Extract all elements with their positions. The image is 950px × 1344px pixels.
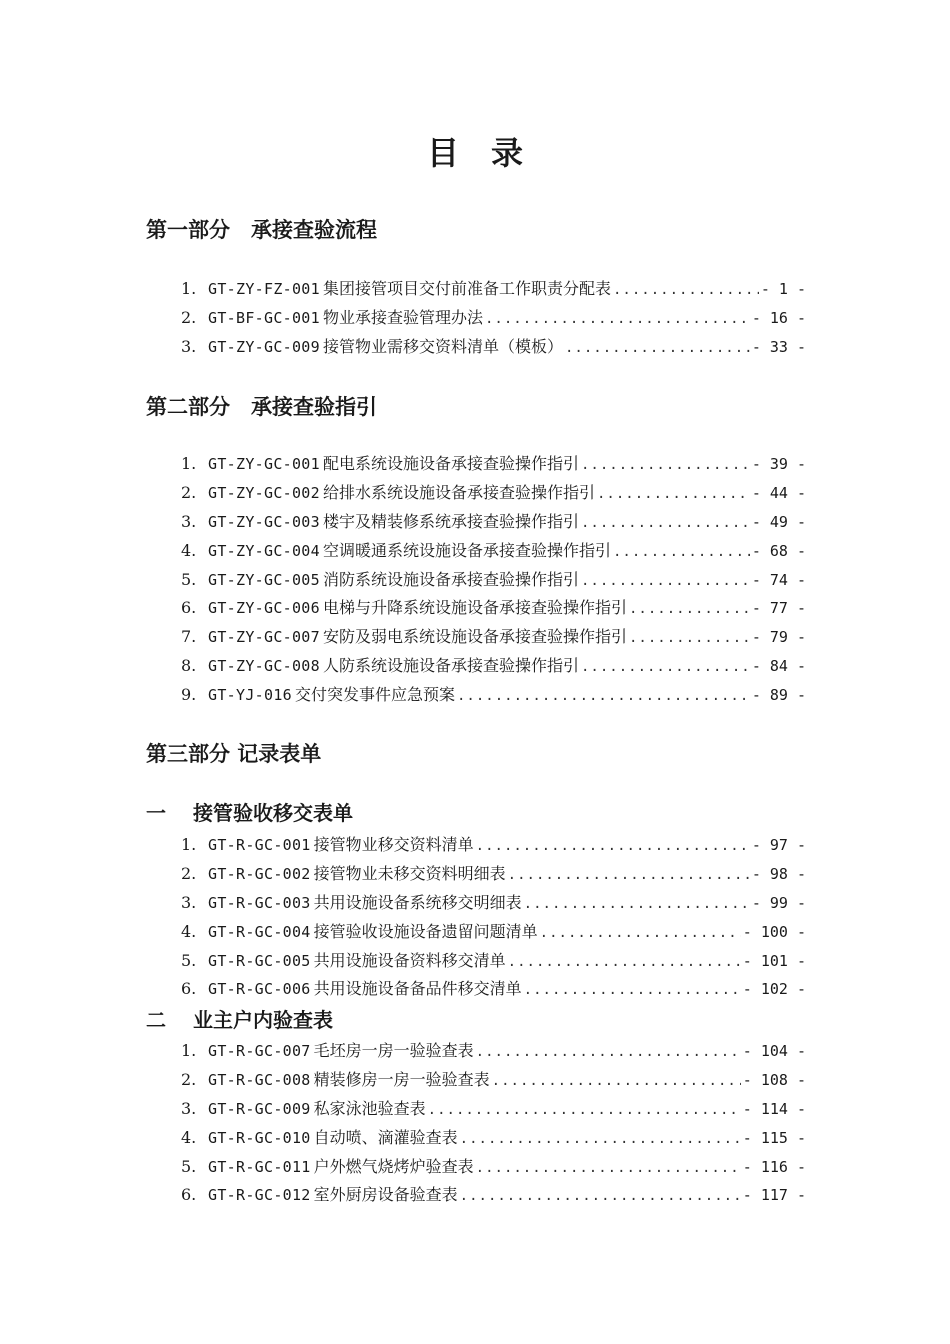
toc-entry	[0, 537, 950, 566]
toc-entry	[0, 831, 950, 860]
toc-entry-code: GT-R-GC-004	[208, 922, 311, 941]
toc-entry-number: 2.	[181, 482, 197, 502]
toc-entry-title: 共用设施设备备品件移交清单	[313, 979, 522, 999]
toc-entry-page: - 39 -	[751, 455, 806, 473]
toc-entry-number: 5.	[181, 950, 197, 970]
toc-entry	[0, 594, 950, 623]
toc-entry	[0, 333, 950, 362]
toc-entry-number: 1.	[181, 279, 197, 298]
toc-dot-leader	[492, 1067, 741, 1096]
toc-dot-leader	[581, 567, 750, 596]
toc-entry-number: 1.	[181, 1041, 197, 1060]
toc-dot-leader	[629, 624, 750, 653]
toc-dot-leader	[540, 919, 741, 948]
toc-entry-title: 安防及弱电系统设施设备承接查验操作指引	[322, 627, 627, 647]
toc-entry-number: 3.	[181, 511, 197, 531]
toc-entry-number: 4.	[181, 1127, 197, 1147]
toc-entry-code: GT-R-GC-008	[208, 1070, 311, 1089]
toc-entry-title: 消防系统设施设备承接查验操作指引	[322, 569, 579, 589]
toc-entry-number: 2.	[181, 1069, 197, 1089]
toc-dot-leader	[524, 890, 750, 919]
toc-dot-leader	[485, 305, 750, 334]
toc-entry-number: 6.	[181, 979, 197, 999]
toc-list-part1	[0, 275, 950, 362]
toc-entry-code: GT-R-GC-001	[208, 836, 311, 854]
toc-list-section2	[0, 1037, 950, 1210]
toc-entry-page: - 115 -	[742, 1128, 806, 1147]
section-heading-1: 一 接管验收移交表单	[146, 801, 353, 825]
toc-entry	[0, 566, 950, 595]
toc-dot-leader	[476, 1038, 741, 1067]
toc-entry-page: - 116 -	[742, 1157, 806, 1176]
toc-entry-code: GT-ZY-GC-007	[208, 628, 320, 647]
toc-entry	[0, 275, 950, 304]
toc-entry	[0, 889, 950, 918]
toc-entry-page: - 97 -	[751, 836, 806, 854]
toc-entry-page: - 114 -	[742, 1099, 806, 1118]
toc-entry	[0, 1066, 950, 1095]
toc-entry-number: 5.	[181, 569, 197, 589]
toc-entry-title: 集团接管项目交付前准备工作职责分配表	[322, 279, 611, 298]
toc-entry-page: - 44 -	[751, 483, 806, 502]
toc-entry-number: 5.	[181, 1156, 197, 1176]
toc-entry-code: GT-ZY-FZ-001	[208, 280, 320, 298]
toc-entry	[0, 860, 950, 889]
toc-entry-number: 6.	[181, 1185, 197, 1205]
toc-entry	[0, 623, 950, 652]
toc-entry	[0, 1037, 950, 1066]
toc-dot-leader	[524, 976, 741, 1005]
toc-entry-code: GT-R-GC-011	[208, 1157, 311, 1176]
toc-entry-title: 接管物业未移交资料明细表	[313, 863, 506, 883]
toc-entry-title: 接管验收设施设备遗留问题清单	[313, 921, 538, 941]
toc-entry-title: 楼宇及精装修系统承接查验操作指引	[322, 511, 579, 531]
toc-entry-page: - 1 -	[760, 280, 806, 298]
toc-entry-number: 8.	[181, 656, 197, 676]
toc-entry-code: GT-R-GC-007	[208, 1042, 311, 1060]
toc-entry-number: 4.	[181, 921, 197, 941]
toc-entry-code: GT-R-GC-012	[208, 1186, 311, 1205]
toc-entry	[0, 1124, 950, 1153]
toc-entry-number: 2.	[181, 307, 197, 327]
page-title: 目 录	[426, 134, 523, 172]
toc-entry-page: - 102 -	[742, 980, 806, 999]
toc-entry-code: GT-ZY-GC-003	[208, 512, 320, 531]
toc-entry-title: 空调暖通系统设施设备承接查验操作指引	[322, 540, 611, 560]
toc-dot-leader	[457, 682, 750, 711]
toc-dot-leader	[428, 1096, 741, 1125]
toc-entry-code: GT-BF-GC-001	[208, 308, 320, 327]
toc-dot-leader	[581, 451, 750, 480]
toc-entry-page: - 89 -	[751, 686, 806, 705]
toc-entry	[0, 681, 950, 710]
toc-entry-code: GT-YJ-016	[208, 686, 292, 705]
toc-dot-leader	[476, 832, 750, 861]
toc-entry-code: GT-ZY-GC-008	[208, 657, 320, 676]
toc-entry-code: GT-R-GC-002	[208, 864, 311, 883]
toc-dot-leader	[460, 1125, 741, 1154]
part-heading-1: 第一部分 承接查验流程	[146, 218, 377, 242]
toc-entry	[0, 918, 950, 947]
section-heading-2: 二 业主户内验查表	[146, 1008, 333, 1032]
toc-entry-code: GT-R-GC-005	[208, 951, 311, 970]
toc-entry-page: - 16 -	[751, 308, 806, 327]
toc-entry	[0, 450, 950, 479]
toc-list-section1	[0, 831, 950, 1004]
toc-dot-leader	[476, 1154, 741, 1183]
toc-entry-number: 3.	[181, 1098, 197, 1118]
toc-dot-leader	[613, 538, 750, 567]
toc-entry-number: 7.	[181, 627, 197, 647]
toc-list-part2	[0, 450, 950, 710]
toc-entry-page: - 33 -	[751, 337, 806, 356]
part-heading-3: 第三部分 记录表单	[146, 742, 322, 766]
toc-dot-leader	[613, 276, 759, 305]
toc-entry-number: 3.	[181, 892, 197, 912]
toc-entry-title: 室外厨房设备验查表	[313, 1185, 458, 1205]
toc-entry-title: 电梯与升降系统设施设备承接查验操作指引	[322, 598, 627, 618]
toc-dot-leader	[581, 653, 750, 682]
toc-entry-code: GT-ZY-GC-004	[208, 541, 320, 560]
toc-dot-leader	[460, 1182, 741, 1211]
toc-entry-page: - 74 -	[751, 570, 806, 589]
toc-entry-title: 共用设施设备资料移交清单	[313, 950, 506, 970]
toc-entry-code: GT-ZY-GC-002	[208, 483, 320, 502]
part-heading-2: 第二部分 承接查验指引	[146, 395, 377, 419]
toc-entry-page: - 98 -	[751, 864, 806, 883]
toc-entry-page: - 79 -	[751, 628, 806, 647]
toc-entry-page: - 104 -	[742, 1042, 806, 1060]
toc-entry-code: GT-R-GC-003	[208, 893, 311, 912]
toc-entry-title: 物业承接查验管理办法	[322, 307, 483, 327]
toc-entry-title: 接管物业移交资料清单	[313, 835, 474, 854]
toc-entry-page: - 117 -	[742, 1186, 806, 1205]
toc-entry-title: 毛坯房一房一验验查表	[313, 1041, 474, 1060]
toc-entry-number: 1.	[181, 835, 197, 854]
toc-entry	[0, 947, 950, 976]
toc-entry-title: 给排水系统设施设备承接查验操作指引	[322, 482, 595, 502]
toc-entry-number: 3.	[181, 336, 197, 356]
toc-dot-leader	[508, 948, 741, 977]
toc-entry-code: GT-ZY-GC-005	[208, 570, 320, 589]
toc-entry-title: 户外燃气烧烤炉验查表	[313, 1156, 474, 1176]
toc-entry	[0, 652, 950, 681]
toc-dot-leader	[508, 861, 750, 890]
toc-entry	[0, 508, 950, 537]
toc-entry-number: 6.	[181, 598, 197, 618]
toc-entry-code: GT-ZY-GC-006	[208, 599, 320, 618]
toc-entry-title: 接管物业需移交资料清单（模板）	[322, 336, 563, 356]
toc-entry-code: GT-R-GC-006	[208, 980, 311, 999]
toc-entry-title: 交付突发事件应急预案	[294, 685, 455, 705]
toc-entry-title: 人防系统设施设备承接查验操作指引	[322, 656, 579, 676]
toc-entry-page: - 100 -	[742, 922, 806, 941]
toc-entry-title: 精装修房一房一验验查表	[313, 1069, 490, 1089]
toc-entry	[0, 1181, 950, 1210]
toc-entry-title: 自动喷、滴灌验查表	[313, 1127, 458, 1147]
toc-entry-code: GT-ZY-GC-001	[208, 455, 320, 473]
toc-entry-number: 4.	[181, 540, 197, 560]
toc-entry	[0, 1153, 950, 1182]
toc-entry-code: GT-R-GC-010	[208, 1128, 311, 1147]
toc-dot-leader	[581, 509, 750, 538]
toc-entry-page: - 68 -	[751, 541, 806, 560]
toc-entry-number: 2.	[181, 863, 197, 883]
toc-entry-page: - 99 -	[751, 893, 806, 912]
toc-dot-leader	[597, 480, 750, 509]
toc-entry-page: - 77 -	[751, 599, 806, 618]
toc-dot-leader	[629, 595, 750, 624]
toc-entry-page: - 101 -	[742, 951, 806, 970]
toc-entry-title: 配电系统设施设备承接查验操作指引	[322, 454, 579, 473]
toc-entry-title: 私家泳池验查表	[313, 1098, 426, 1118]
toc-entry	[0, 1095, 950, 1124]
toc-entry-page: - 49 -	[751, 512, 806, 531]
toc-entry-code: GT-ZY-GC-009	[208, 337, 320, 356]
toc-entry	[0, 975, 950, 1004]
toc-entry-number: 1.	[181, 454, 197, 473]
toc-entry-number: 9.	[181, 685, 197, 705]
toc-dot-leader	[565, 334, 750, 363]
toc-entry-title: 共用设施设备系统移交明细表	[313, 892, 522, 912]
toc-entry	[0, 479, 950, 508]
toc-entry-page: - 108 -	[742, 1070, 806, 1089]
toc-entry	[0, 304, 950, 333]
toc-entry-page: - 84 -	[751, 657, 806, 676]
toc-entry-code: GT-R-GC-009	[208, 1099, 311, 1118]
